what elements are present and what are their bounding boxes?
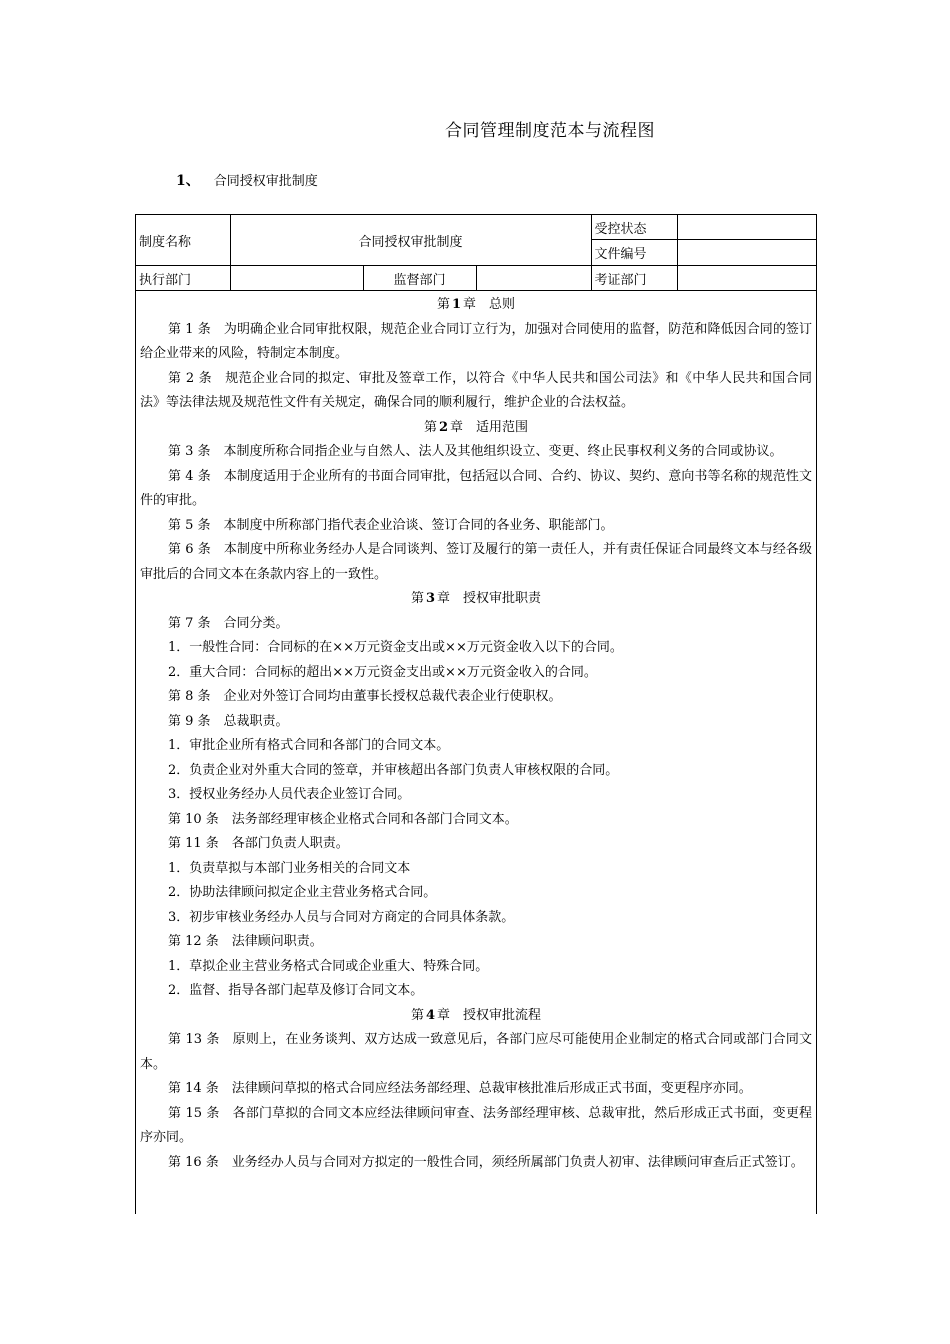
article-paragraph: 2．协助法律顾问拟定企业主营业务格式合同。 (168, 885, 437, 900)
chapter-title: 章 总则 (463, 297, 516, 312)
section-number: 1、 (176, 173, 200, 189)
article-paragraph: 第 7 条 合同分类。 (168, 615, 289, 631)
controlled-status-label-cell: 受控状态 (591, 215, 677, 240)
verify-dept-label-cell: 考证部门 (591, 266, 677, 291)
article-paragraph: 第 2 条 规范企业合同的拟定、审批及签章工作，以符合《中华人民共和国公司法》和《中华人民共和国合同法》等法律法规及规范性文件有关规定，确保合同的顺利履行，维护企业的合法权益。 (140, 370, 812, 410)
article-paragraph: 2．重大合同：合同标的超出××万元资金支出或××万元资金收入的合同。 (168, 664, 597, 680)
controlled-status-value-cell[interactable] (677, 215, 816, 240)
chapter-heading (140, 1004, 812, 1029)
article-paragraph: 2．监督、指导各部门起草及修订合同文本。 (168, 983, 424, 998)
article-paragraph: 第 12 条 法律顾问职责。 (168, 934, 323, 949)
doc-number-value-cell[interactable] (677, 240, 816, 266)
article-paragraph: 第 14 条 法律顾问草拟的格式合同应经法务部经理、总裁审核批准后形成正式书面，变更程序亦同。 (168, 1081, 752, 1096)
supervise-dept-label-cell: 监督部门 (363, 266, 476, 291)
chapter-heading (140, 416, 812, 441)
chapter-prefix: 第 (410, 1007, 424, 1023)
regulation-body (136, 291, 816, 1175)
section-heading (176, 170, 318, 190)
article-paragraph: 第 5 条 本制度中所称部门指代表企业洽谈、签订合同的各业务、职能部门。 (168, 517, 614, 533)
chapter-title: 章 适用范围 (450, 419, 529, 435)
exec-dept-label-cell: 执行部门 (136, 266, 230, 291)
chapter-heading (140, 587, 812, 612)
document-title: 合同管理制度范本与流程图 (445, 121, 655, 141)
article-paragraph: 第 4 条 本制度适用于企业所有的书面合同审批，包括冠以合同、合约、协议、契约、意向书等名称的规范性文件的审批。 (140, 468, 812, 508)
article-paragraph: 1．审批企业所有格式合同和各部门的合同文本。 (168, 738, 450, 753)
article-paragraph: 3．授权业务经办人员代表企业签订合同。 (168, 787, 411, 802)
chapter-prefix: 第 (423, 419, 437, 435)
regulation-frame (135, 214, 817, 1214)
name-label-cell: 制度名称 (136, 215, 230, 266)
article-paragraph: 第 11 条 各部门负责人职责。 (168, 836, 349, 851)
chapter-number: 3 (425, 591, 436, 606)
article-paragraph: 第 6 条 本制度中所称业务经办人是合同谈判、签订及履行的第一责任人，并有责任保证合同最终文本与经各级审批后的合同文本在条款内容上的一致性。 (140, 542, 812, 582)
article-paragraph: 第 8 条 企业对外签订合同均由董事长授权总裁代表企业行使职权。 (168, 689, 562, 704)
article-paragraph: 第 13 条 原则上，在业务谈判、双方达成一致意见后，各部门应尽可能使用企业制定的格式合同或部门合同文本。 (140, 1032, 812, 1072)
regulation-meta-table (136, 215, 816, 291)
chapter-title: 章 授权审批流程 (437, 1007, 542, 1023)
chapter-number: 1 (451, 297, 462, 312)
article-paragraph: 第 15 条 各部门草拟的合同文本应经法律顾问审查、法务部经理审核、总裁审批，然后形成正式书面，变更程序亦同。 (140, 1105, 812, 1145)
chapter-prefix: 第 (436, 297, 450, 312)
article-paragraph: 第 9 条 总裁职责。 (168, 713, 289, 729)
article-paragraph: 1．草拟企业主营业务格式合同或企业重大、特殊合同。 (168, 958, 489, 974)
verify-dept-value-cell[interactable] (677, 266, 816, 291)
article-paragraph: 2．负责企业对外重大合同的签章，并审核超出各部门负责人审核权限的合同。 (168, 762, 619, 778)
section-title: 合同授权审批制度 (213, 174, 318, 189)
chapter-title: 章 授权审批职责 (437, 591, 542, 606)
chapter-prefix: 第 (410, 591, 424, 606)
article-paragraph: 第 1 条 为明确企业合同审批权限，规范企业合同订立行为，加强对合同使用的监督，防范和降低因合同的签订给企业带来的风险，特制定本制度。 (140, 321, 812, 361)
article-paragraph: 1．负责草拟与本部门业务相关的合同文本 (168, 860, 411, 876)
chapter-heading (140, 293, 812, 318)
article-paragraph: 第 3 条 本制度所称合同指企业与自然人、法人及其他组织设立、变更、终止民事权利义务的合同或协议。 (168, 444, 783, 459)
article-paragraph: 第 10 条 法务部经理审核企业格式合同和各部门合同文本。 (168, 811, 518, 827)
exec-dept-value-cell[interactable] (230, 266, 363, 291)
article-paragraph: 3．初步审核业务经办人员与合同对方商定的合同具体条款。 (168, 909, 515, 925)
chapter-number: 4 (425, 1007, 436, 1023)
article-paragraph: 1．一般性合同：合同标的在××万元资金支出或××万元资金收入以下的合同。 (168, 640, 623, 655)
chapter-number: 2 (438, 419, 449, 435)
article-paragraph: 第 16 条 业务经办人员与合同对方拟定的一般性合同，须经所属部门负责人初审、法律顾问审查后正式签订。 (168, 1154, 804, 1170)
doc-number-label-cell: 文件编号 (591, 240, 677, 266)
supervise-dept-value-cell[interactable] (476, 266, 591, 291)
name-value-cell: 合同授权审批制度 (230, 215, 591, 266)
